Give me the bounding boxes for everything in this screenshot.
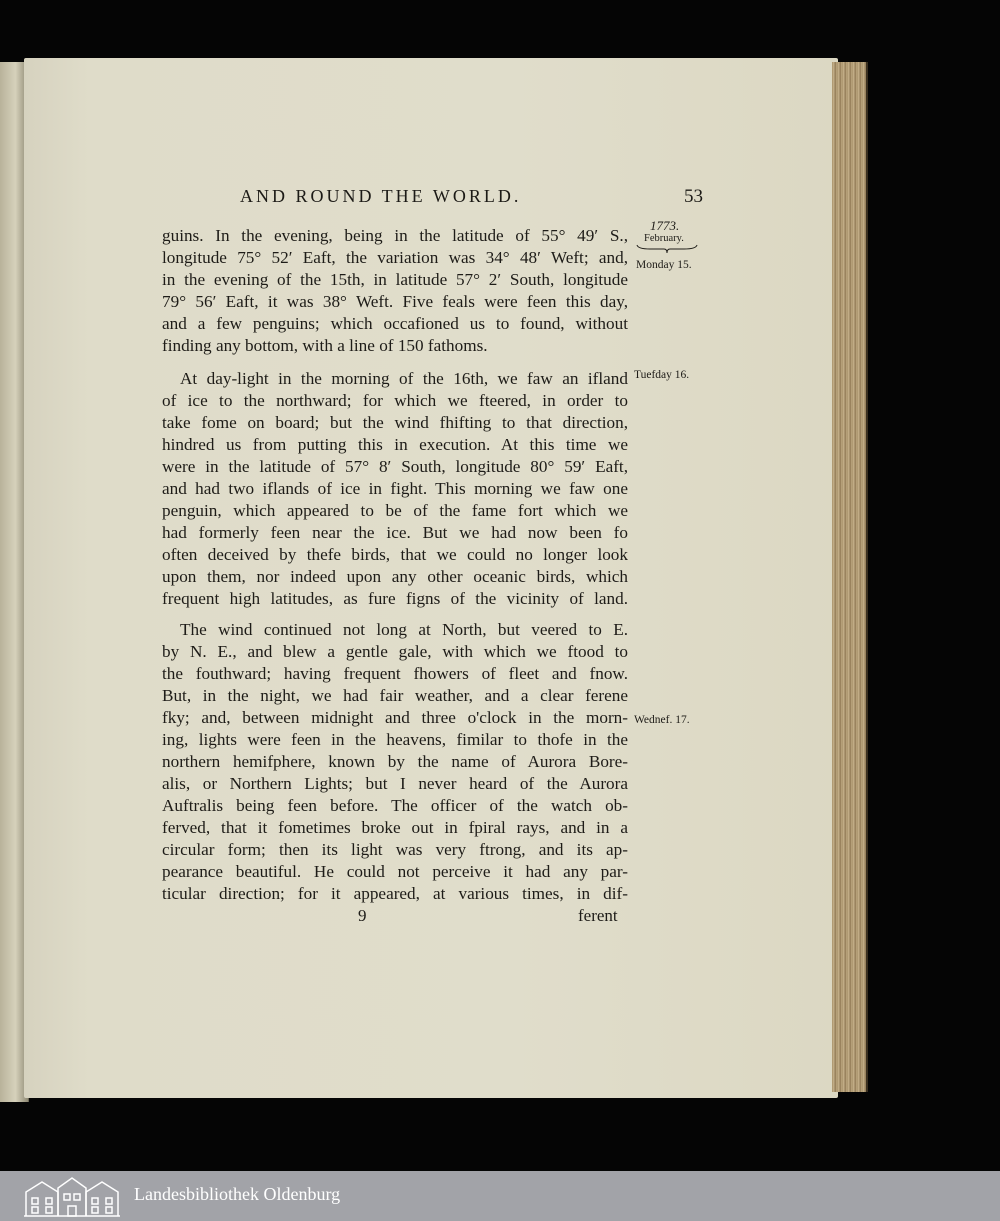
text-line: But, in the night, we had fair weather, and a clear ferene bbox=[162, 686, 628, 705]
text-line: by N. E., and blew a gentle gale, with which we ftood to bbox=[162, 642, 628, 661]
text-line: hindred us from putting this in execution. At this time we bbox=[162, 435, 628, 454]
text-line: The wind continued not long at North, but veered to E. bbox=[180, 620, 628, 639]
text-line: take fome on board; but the wind fhifting to that direction, bbox=[162, 413, 628, 432]
library-footer-bar bbox=[0, 1171, 1000, 1221]
text-line: ferved, that it fometimes broke out in fpiral rays, and in a bbox=[162, 818, 628, 837]
text-line: ing, lights were feen in the heavens, fimilar to thofe in the bbox=[162, 730, 628, 749]
text-line: At day-light in the morning of the 16th, we faw an ifland bbox=[180, 369, 628, 388]
text-line: pearance beautiful. He could not perceive it had any par- bbox=[162, 862, 628, 881]
text-line: longitude 75° 52′ Eaft, the variation was 34° 48′ Weft; and, bbox=[162, 248, 628, 267]
text-line: penguin, which appeared to be of the fame fort which we bbox=[162, 501, 628, 520]
margin-date-tuesday: Tuefday 16. bbox=[634, 369, 690, 381]
text-line: and had two iflands of ice in fight. This morning we faw one bbox=[162, 479, 628, 498]
page-block-edges bbox=[832, 62, 868, 1092]
brace-icon bbox=[636, 244, 698, 254]
text-line: of ice to the northward; for which we fteered, in order to bbox=[162, 391, 628, 410]
text-line: the fouthward; having frequent fhowers of fleet and fnow. bbox=[162, 664, 628, 683]
text-line: northern hemifphere, known by the name of Aurora Bore- bbox=[162, 752, 628, 771]
margin-date-wednesday: Wednef. 17. bbox=[634, 714, 690, 726]
running-head: AND ROUND THE WORLD. bbox=[240, 186, 522, 206]
text-line: upon them, nor indeed upon any other oceanic birds, which bbox=[162, 567, 628, 586]
text-line: were in the latitude of 57° 8′ South, longitude 80° 59′ Eaft, bbox=[162, 457, 628, 476]
text-line: had formerly feen near the ice. But we had now been fo bbox=[162, 523, 628, 542]
library-name: Landesbibliothek Oldenburg bbox=[134, 1184, 341, 1204]
signature-mark: 9 bbox=[358, 906, 367, 925]
text-line: in the evening of the 15th, in latitude 57° 2′ South, longitude bbox=[162, 270, 628, 289]
text-line: circular form; then its light was very ftrong, and its ap- bbox=[162, 840, 628, 859]
text-line: frequent high latitudes, as fure figns of the vicinity of land. bbox=[162, 589, 628, 608]
text-line: fky; and, between midnight and three o'clock in the morn- bbox=[162, 708, 628, 727]
paragraph-3 bbox=[162, 619, 628, 905]
text-line: ticular direction; for it appeared, at various times, in dif- bbox=[162, 884, 628, 903]
text-line: 79° 56′ Eaft, it was 38° Weft. Five feals were feen this day, bbox=[162, 292, 628, 311]
margin-year: 1773. bbox=[650, 218, 680, 233]
text-line: finding any bottom, with a line of 150 fathoms. bbox=[162, 336, 488, 355]
margin-date-monday: Monday 15. bbox=[636, 259, 692, 271]
paragraph-2 bbox=[162, 368, 628, 610]
library-building-icon bbox=[22, 1174, 122, 1218]
text-line: Auftralis being feen before. The officer of the watch ob- bbox=[162, 796, 628, 815]
catchword: ferent bbox=[578, 906, 618, 925]
page-number: 53 bbox=[684, 186, 703, 207]
margin-month: February. bbox=[644, 233, 684, 244]
text-line: alis, or Northern Lights; but I never heard of the Aurora bbox=[162, 774, 628, 793]
text-line: and a few penguins; which occafioned us to found, without bbox=[162, 314, 628, 333]
text-line: guins. In the evening, being in the latitude of 55° 49′ S., bbox=[162, 226, 628, 245]
paragraph-1 bbox=[162, 225, 628, 357]
text-line: often deceived by thefe birds, that we could no longer look bbox=[162, 545, 628, 564]
